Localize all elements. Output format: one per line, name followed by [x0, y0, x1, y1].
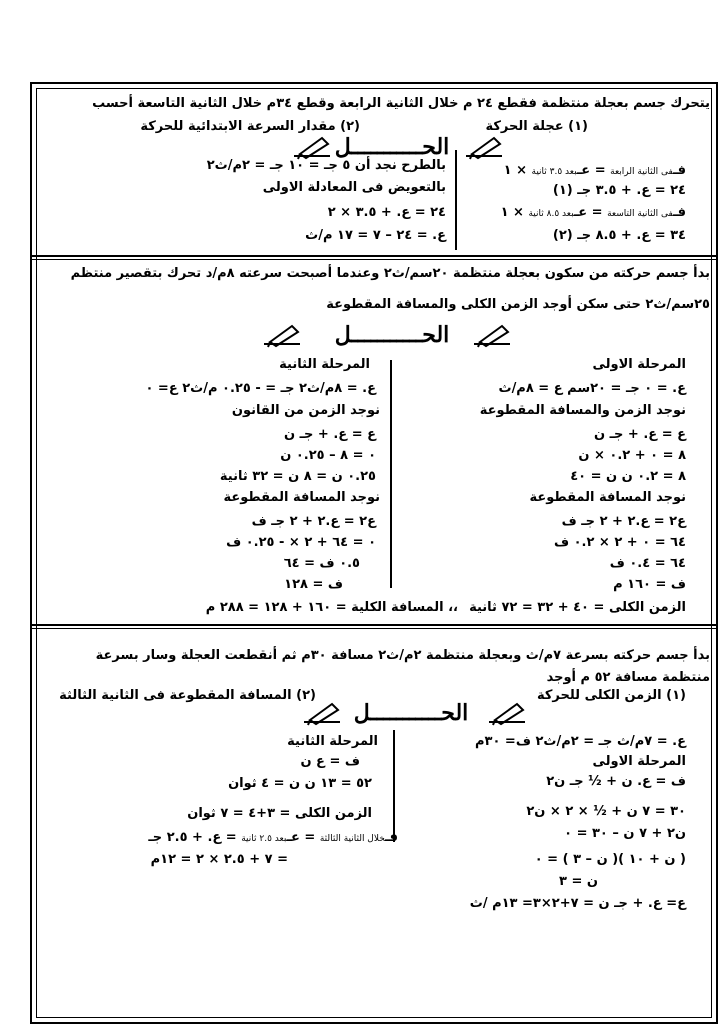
problem2-right-line1: ع. = ٠ جـ = ٢٠سم ع = ٨م/ث	[498, 381, 686, 396]
problem3-statement-2: منتظمة مسافة ٥٢ م أوجد	[546, 670, 710, 685]
problem3-question-2: (٢) المسافة المقطوعة فى الثانية الثالثة	[59, 688, 316, 703]
problem3-right-line5: ن = ٣	[559, 874, 598, 889]
pen-icon	[470, 322, 514, 348]
problem2-right-line7: ع٢ = ع.٢ + ٢ جـ ف	[561, 514, 686, 529]
problem2-left-line10: ف = ١٢٨	[284, 577, 343, 592]
problem2-left-line6: نوجد المسافة المقطوعة	[223, 490, 380, 505]
problem2-right-title: المرحلة الاولى	[592, 357, 686, 372]
problem2-right-line4: ٨ = ٠ + ٠.٢ × ن	[578, 448, 686, 463]
problem3-right-line3: ن٢ + ٧ ن – ٣٠ = ٠	[564, 826, 686, 841]
problem2-statement-2: ٢٥سم/ث٢ حتى سكن أوجد الزمن الكلى والمسافة المقطوعة	[326, 297, 710, 312]
problem3-statement-1: بدأ جسم حركته بسرعة ٧م/ث وبعجلة منتظمة ٢م/ث٢ مسافة ٣٠م ثم أنقطعت العجلة وسار بسرعة	[95, 648, 710, 663]
pen-icon	[300, 700, 344, 726]
problem2-total-time: الزمن الكلى = ٤٠ + ٣٢ = ٧٢ ثانية	[469, 600, 686, 615]
problem2-total-distance: ،، المسافة الكلية = ١٦٠ + ١٢٨ = ٢٨٨ م	[205, 600, 458, 615]
problem3-left-line4: فـخلال الثانية الثالثة = عـبعد ٢.٥ ثانية = ع. + ٢.٥ جـ	[148, 830, 398, 845]
problem3-left-line1: ف = ع ن	[300, 754, 360, 769]
problem2-right-line5: ٨ = ٠.٢ ن ن = ٤٠	[570, 469, 686, 484]
problem3-right-title: المرحلة الاولى	[592, 754, 686, 769]
problem2-divider	[390, 360, 392, 588]
problem2-right-line9: ٦٤ = ٠.٤ ف	[609, 556, 686, 571]
problem3-left-line5: = ٧ + ٢.٥ × ٢ = ١٢م	[150, 852, 288, 867]
problem2-right-line10: ف = ١٦٠ م	[613, 577, 686, 592]
problem2-left-line9: ٠.٥ ف = ٦٤	[283, 556, 360, 571]
problem3-right-line6: ع= ع. + جـ ن = ٧+٢×٣= ١٣م /ث	[469, 896, 686, 911]
problem3-left-line2: ٥٢ = ١٣ ن ن = ٤ ثوان	[228, 776, 372, 791]
separator-1b	[30, 259, 718, 260]
separator-2b	[30, 628, 718, 629]
problem3-right-line1: ف = ع. ن + ½ جـ ن٢	[546, 774, 686, 789]
problem1-left-line1: بالطرح نجد أن ٥ جـ = ١٠ جـ = ٢م/ث٢	[206, 158, 446, 173]
problem1-question-2: (٢) مقدار السرعة الابتدائية للحركة	[140, 119, 360, 134]
separator-2	[30, 624, 718, 626]
problem2-left-line5: ٠.٢٥ ن = ٨ ن = ٣٢ ثانية	[219, 469, 376, 484]
problem1-left-line4: ع. = ٢٤ – ٧ = ١٧ م/ث	[305, 228, 446, 243]
problem3-right-line4: ( ن + ١٠ )( ن – ٣ ) = ٠	[534, 852, 686, 867]
problem3-question-1: (١) الزمن الكلى للحركة	[536, 688, 686, 703]
problem1-right-line2: ٢٤ = ع. + ٣.٥ جـ (١)	[552, 183, 686, 198]
problem1-statement: يتحرك جسم بعجلة منتظمة فقطع ٢٤ م خلال الثانية الرابعة وقطع ٣٤م خلال الثانية التاسعة أحسب	[92, 96, 710, 111]
problem1-right-line3: فـفى الثانية التاسعة = عـبعد ٨.٥ ثانية × ١	[500, 205, 686, 220]
problem2-right-line2: نوجد الزمن والمسافة المقطوعة	[479, 403, 686, 418]
problem2-left-line1: ع. = ٨م/ث٢ جـ = - ٠.٢٥ م/ث٢ ع= ٠	[145, 381, 376, 396]
problem2-right-line8: ٦٤ = ٠ + ٢ × ٠.٢ ف	[553, 535, 686, 550]
problem3-divider	[393, 730, 395, 842]
problem2-left-line7: ع٢ = ع.٢ + ٢ جـ ف	[251, 514, 376, 529]
problem3-right-line2: ٣٠ = ٧ ن + ½ × ٢ × ن٢	[526, 804, 686, 819]
problem1-divider	[455, 150, 457, 250]
problem2-right-line6: نوجد المسافة المقطوعة	[529, 490, 686, 505]
problem1-left-line2: بالتعويض فى المعادلة الاولى	[262, 180, 446, 195]
problem2-statement-1: بدأ جسم حركته من سكون بعجلة منتظمة ٢٠سم/ث٢ وعندما أصبحت سرعته ٨م/د تحرك بتقصير منتظم	[70, 266, 710, 281]
problem1-solution-heading: الحـــــــــــل	[334, 134, 450, 160]
problem1-question-1: (١) عجلة الحركة	[485, 119, 588, 134]
problem3-left-line3: الزمن الكلى = ٣+٤ = ٧ ثوان	[187, 806, 372, 821]
problem1-right-line1: فـفى الثانية الرابعة = عـبعد ٣.٥ ثانية × ١	[503, 163, 686, 178]
problem2-left-line4: ٠ = ٨ – ٠.٢٥ ن	[280, 448, 376, 463]
problem3-solution-heading: الحـــــــــــل	[353, 700, 469, 726]
problem1-right-line4: ٣٤ = ع. + ٨.٥ جـ (٢)	[552, 228, 686, 243]
pen-icon	[290, 134, 334, 160]
problem2-left-line3: ع = ع. + جـ ن	[283, 427, 376, 442]
problem3-left-title: المرحلة الثانية	[287, 734, 378, 749]
problem1-left-line3: ٢٤ = ع. + ٣.٥ × ٢	[327, 205, 446, 220]
separator-1	[30, 255, 718, 257]
problem3-right-line0: ع. = ٧م/ث جـ = ٢م/ث٢ ف= ٣٠م	[475, 734, 686, 749]
problem2-left-line8: ٠ = ٦٤ + ٢ × - ٠.٢٥ ف	[226, 535, 376, 550]
problem2-left-title: المرحلة الثانية	[279, 357, 370, 372]
problem2-right-line3: ع = ع. + جـ ن	[593, 427, 686, 442]
problem2-left-line2: نوجد الزمن من القانون	[231, 403, 380, 418]
pen-icon	[485, 700, 529, 726]
pen-icon	[260, 322, 304, 348]
problem2-solution-heading: الحـــــــــــل	[334, 322, 450, 348]
